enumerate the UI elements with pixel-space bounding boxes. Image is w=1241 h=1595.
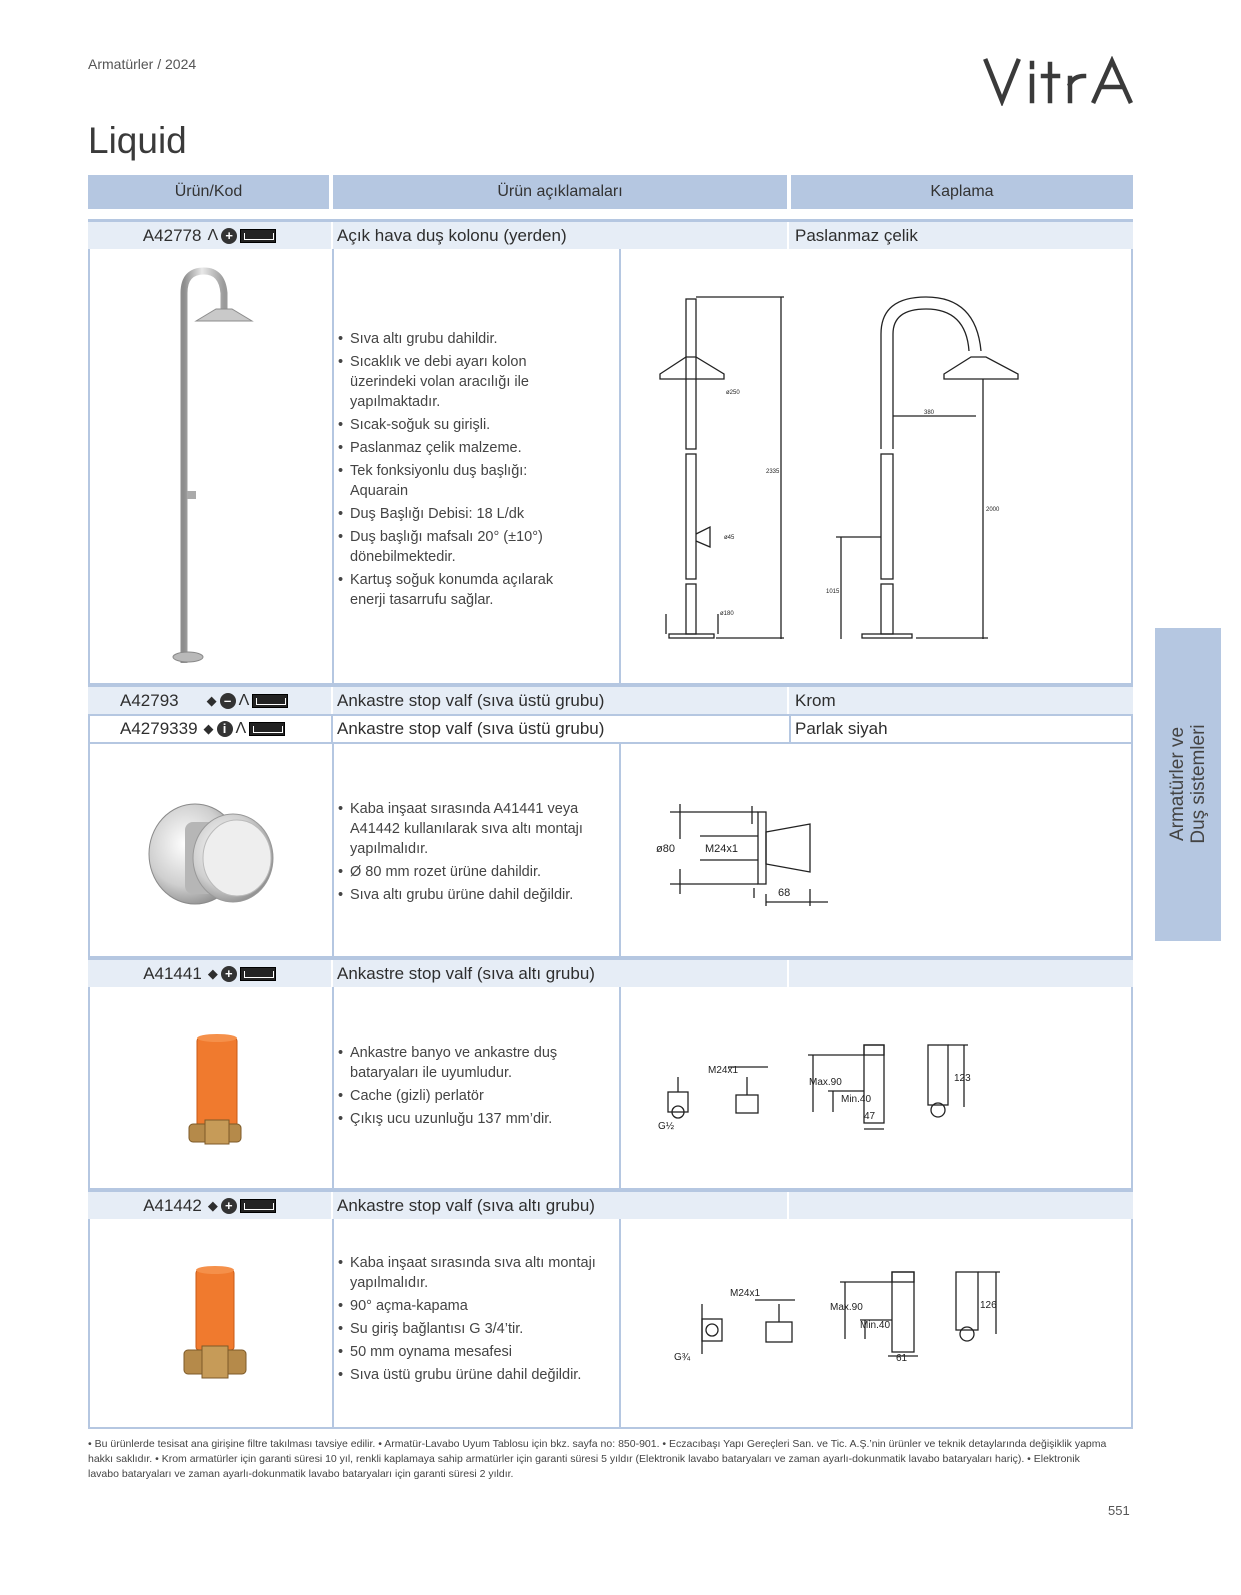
product-code-cell	[88, 687, 331, 714]
plus-circle-icon: +	[221, 1198, 237, 1214]
list-item: • Paslanmaz çelik malzeme.	[338, 438, 568, 458]
plus-circle-icon: +	[221, 966, 237, 982]
product-code: A41441	[143, 963, 202, 983]
list-item: • 50 mm oynama mesafesi	[338, 1342, 618, 1362]
product-code: A42793	[120, 690, 179, 710]
diamond-icon: ◆	[203, 721, 214, 736]
dimension-label: 47	[864, 1111, 876, 1122]
plus-circle-icon: +	[221, 228, 237, 244]
dimension-label: ø250	[726, 390, 740, 396]
minus-circle-icon: –	[220, 693, 236, 709]
column-header-description: Ürün açıklamaları	[333, 175, 787, 209]
caret-icon: Λ	[235, 720, 247, 737]
dimension-label: M24x1	[708, 1065, 739, 1076]
technical-drawing	[650, 1264, 1010, 1374]
shower-column-image	[160, 263, 270, 673]
dimension-label: 2000	[986, 507, 1000, 513]
list-item: • 90° açma-kapama	[338, 1296, 618, 1316]
breadcrumb: Armatürler / 2024	[88, 56, 197, 72]
list-item: • Tek fonksiyonlu duş başlığı: Aquarain	[338, 461, 568, 501]
product-row	[88, 1189, 1133, 1219]
dimension-label: 380	[924, 410, 935, 416]
product-code: A42778	[142, 225, 202, 245]
product-symbols	[204, 720, 286, 738]
footnote: • Bu ürünlerde tesisat ana girişine filtre takılması tavsiye edilir. • Armatür-Lavabo Uyum Tablosu için bkz. sayfa no: 850-901. • Eczacıbaşı Yapı Gereçleri San. ve Tic. A.Ş.’nin ürünler ve teknik detaylarında değişiklik yapma hakkı saklıdır. • Krom armatürler için garanti süresi 10 yıl, renkli kaplamaya sahip armatürler için garanti süresi 5 yıldır (Elektronik lavabo bataryaları ve zaman ayarlı-dokunmatik lavabo bataryaları hariç). • Elektronik lavabo bataryaları ve zaman ayarlı-dokunmatik lavabo bataryaları için garanti süresi 2 yıldır.	[88, 1438, 1107, 1480]
product-code: A41442	[143, 1195, 202, 1215]
product-description: Ankastre stop valf (sıva üstü grubu)	[337, 690, 605, 710]
technical-drawing	[650, 794, 850, 914]
product-description: Ankastre stop valf (sıva altı grubu)	[337, 963, 595, 983]
concealed-valve-image	[180, 1264, 250, 1389]
product-code: A4279339	[120, 719, 198, 738]
dimension-label: 123	[954, 1073, 971, 1084]
list-item: • Su giriş bağlantısı G 3/4’tir.	[338, 1319, 618, 1339]
page-number: 551	[1108, 1503, 1130, 1518]
product-finish: Parlak siyah	[795, 719, 888, 738]
install-badge-icon	[252, 694, 288, 708]
list-item: • Kartuş soğuk konumda açılarak enerji tasarrufu sağlar.	[338, 570, 568, 610]
dimension-label: 1015	[826, 589, 840, 595]
side-tab-label: Duş sistemleri	[1188, 724, 1209, 844]
product-symbols	[208, 966, 276, 982]
dimension-label: Max.90	[809, 1077, 842, 1088]
column-header-finish: Kaplama	[791, 175, 1133, 209]
technical-drawing	[638, 1037, 978, 1137]
dimension-label: M24x1	[730, 1288, 761, 1299]
list-item: • Sıva altı grubu dahildir.	[338, 329, 568, 349]
list-item: • Sıcak-soğuk su girişli.	[338, 415, 568, 435]
product-row	[88, 957, 1133, 987]
product-code-cell	[88, 222, 331, 249]
product-finish	[789, 1192, 1133, 1219]
install-badge-icon	[240, 1199, 276, 1213]
diamond-icon: ◆	[207, 965, 218, 981]
product-row	[88, 219, 1133, 249]
dimension-label: ø80	[656, 843, 675, 855]
caret-icon: Λ	[207, 226, 219, 244]
product-description: Ankastre stop valf (sıva altı grubu)	[337, 1195, 595, 1215]
install-badge-icon	[240, 967, 276, 981]
list-item: • Çıkış ucu uzunluğu 137 mm’dir.	[338, 1109, 598, 1129]
product-finish	[789, 960, 1133, 987]
technical-drawing	[626, 279, 1096, 659]
dimension-label: Max.90	[830, 1302, 863, 1313]
list-item: • Sıva altı grubu ürüne dahil değildir.	[338, 885, 618, 905]
list-item: • Ø 80 mm rozet ürüne dahildir.	[338, 862, 618, 882]
dimension-label: 61	[896, 1353, 908, 1364]
product-symbols	[207, 227, 276, 245]
diamond-icon: ◆	[207, 1197, 218, 1213]
product-description: Açık hava duş kolonu (yerden)	[337, 225, 567, 245]
product-finish: Paslanmaz çelik	[795, 225, 918, 245]
caret-icon: Λ	[238, 691, 250, 709]
dimension-label: G½	[658, 1121, 675, 1132]
list-item: • Cache (gizli) perlatör	[338, 1086, 598, 1106]
concealed-valve-image	[185, 1032, 245, 1152]
list-item: • Kaba inşaat sırasında A41441 veya A41442 kullanılarak sıva altı montajı yapılmalıdır.	[338, 799, 618, 859]
list-item: • Sıcaklık ve debi ayarı kolon üzerindeki volan aracılığı ile yapılmaktadır.	[338, 352, 568, 412]
stop-valve-image	[145, 794, 285, 914]
product-description: Ankastre stop valf (sıva üstü grubu)	[337, 719, 605, 738]
diamond-icon: ◆	[206, 692, 217, 708]
dimension-label: Min.40	[841, 1094, 872, 1105]
list-item: • Duş başlığı mafsalı 20° (±10°) dönebilmektedir.	[338, 527, 568, 567]
product-detail-block	[88, 742, 1133, 958]
dimension-label: 2335	[766, 469, 780, 475]
feature-list	[338, 799, 618, 908]
product-symbols	[207, 692, 289, 710]
vitra-logo	[982, 56, 1137, 106]
product-detail-block	[88, 1219, 1133, 1429]
list-item: • Kaba inşaat sırasında sıva altı montajı yapılmalıdır.	[338, 1253, 618, 1293]
info-circle-icon: i	[217, 721, 233, 737]
dimension-label: ø180	[720, 611, 734, 617]
product-detail-block	[88, 987, 1133, 1190]
dimension-label: Min.40	[860, 1320, 891, 1331]
page-title: Liquid	[88, 120, 187, 161]
product-code-cell	[120, 716, 285, 742]
install-badge-icon	[240, 229, 276, 243]
dimension-label: M24x1	[705, 843, 739, 855]
feature-list	[338, 1043, 598, 1132]
product-variant-row	[88, 714, 1133, 742]
install-badge-icon	[249, 722, 285, 736]
column-header-product-code: Ürün/Kod	[88, 175, 329, 209]
dimension-label: 126	[980, 1300, 997, 1311]
list-item: • Sıva üstü grubu ürüne dahil değildir.	[338, 1365, 618, 1385]
dimension-label: 68	[778, 887, 791, 899]
list-item: • Duş Başlığı Debisi: 18 L/dk	[338, 504, 568, 524]
dimension-label: G¾	[674, 1352, 691, 1363]
feature-list	[338, 1253, 618, 1388]
section-side-tab[interactable]	[1155, 628, 1221, 941]
list-item: • Ankastre banyo ve ankastre duş bataryaları ile uyumludur.	[338, 1043, 598, 1083]
product-code-cell	[88, 1192, 331, 1219]
product-symbols	[208, 1198, 276, 1214]
product-detail-block	[88, 249, 1133, 685]
dimension-label: ø45	[724, 535, 735, 541]
product-row	[88, 684, 1133, 714]
product-code-cell	[88, 960, 331, 987]
side-tab-label: Armatürler ve	[1167, 726, 1188, 842]
feature-list	[338, 329, 568, 613]
product-finish: Krom	[795, 690, 836, 710]
